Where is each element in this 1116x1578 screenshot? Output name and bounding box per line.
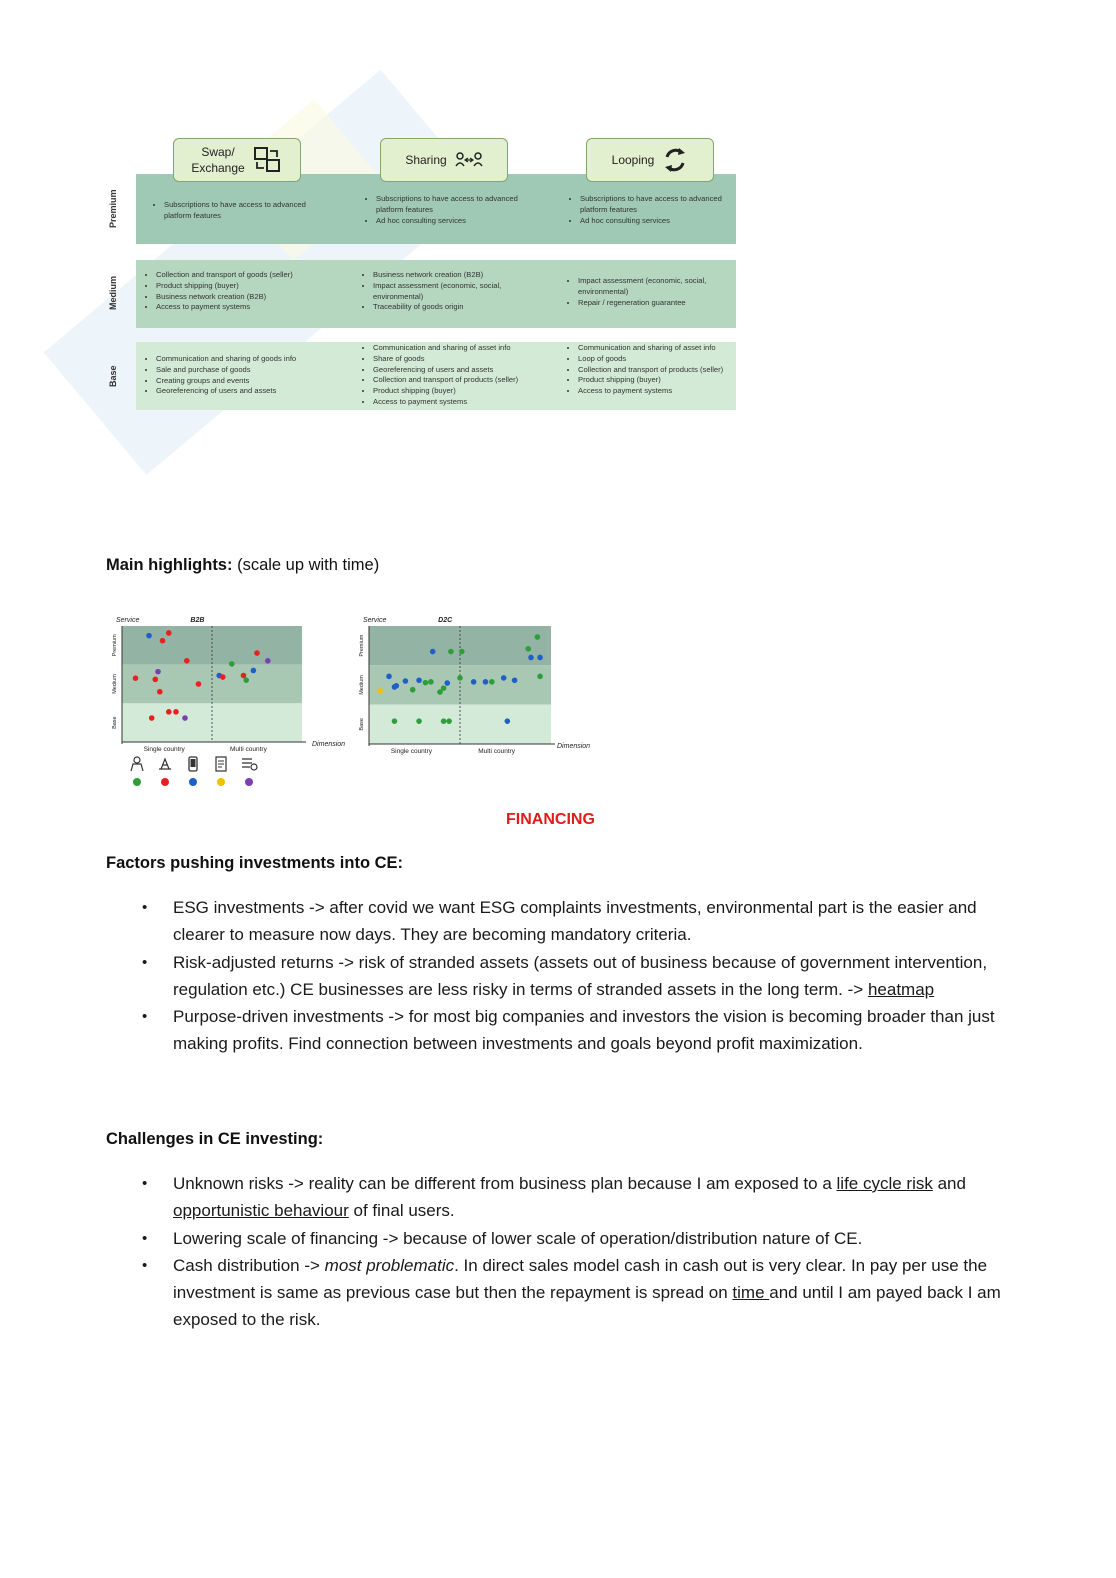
b2b-scatter-chart [108,604,358,754]
x-axis-title: Dimension [312,741,346,748]
cell-item: • Product shipping (buyer) [373,386,548,397]
header-sharing [380,138,508,182]
data-point [457,675,463,681]
item-text: and [932,1174,966,1193]
chart-title: D2C [438,617,453,624]
cell-item: • Product shipping (buyer) [578,375,738,386]
list-item [142,1003,1012,1058]
swap-icon [253,146,283,174]
list-item [142,894,1012,949]
data-point [512,677,518,683]
chart-title: B2B [190,617,205,624]
data-point [441,718,447,724]
cell-base-sharing [363,343,548,408]
x-tick-label: Single country [390,748,433,755]
data-point [157,689,163,695]
item-text: Lowering scale of financing -> because of lower scale of operation/distribution nature of CE. [173,1228,863,1248]
data-point [537,674,543,680]
legend-dot [133,778,141,786]
x-tick-label: Multi country [478,748,516,755]
data-point [265,658,271,664]
item-text: ESG investments -> after covid we want ESG complaints investments, environmental part is the easier and clearer to measure now days. They are becoming mandatory criteria. [173,898,977,945]
cell-item: • Communication and sharing of goods info [156,354,336,365]
highlights-label: Main highlights: [106,556,233,574]
looping-icon [662,147,688,173]
cell-item: • Communication and sharing of asset info [373,343,548,354]
data-point [149,715,155,721]
header-label: Swap/ [201,145,235,159]
data-point [428,679,434,685]
cell-item: • Loop of goods [578,354,738,365]
item-text: and until I am payed back I am exposed to the risk. [173,1283,1001,1330]
data-point [394,683,400,689]
legend-item [127,756,146,786]
x-tick-label: Single country [143,746,185,753]
cell-item: • Product shipping (buyer) [156,281,336,292]
data-point [430,649,436,655]
cell-item: • Collection and transport of goods (seller) [156,270,336,281]
data-point [423,680,429,686]
y-band-label: Premium [112,634,118,657]
data-point [535,634,541,640]
header-label: Sharing [405,153,447,167]
cell-medium-sharing [363,270,543,313]
cell-item: • Georeferencing of users and assets [156,386,336,397]
cell-item: • Business network creation (B2B) [156,292,336,303]
data-point [166,709,172,715]
data-point [505,718,511,724]
life-cycle-risk-link[interactable]: life cycle risk [836,1174,933,1193]
data-point [416,718,422,724]
heatmap-link[interactable]: heatmap [867,979,935,999]
cell-item: • Business network creation (B2B) [373,270,543,281]
data-point [220,674,226,680]
cell-premium-sharing [366,194,546,226]
data-point [153,677,159,683]
cell-item: • Access to payment systems [156,302,336,313]
item-text: Cash distribution -> [173,1255,325,1275]
y-band-label: Base [359,718,365,731]
time-link[interactable]: time [732,1283,770,1303]
data-point [184,658,190,664]
legend-dot [217,778,225,786]
header-label: Exchange [191,161,245,175]
factors-list [142,894,1012,1058]
item-emphasis: most problematic [324,1255,455,1275]
cell-item: • Repair / regeneration guarantee [578,298,733,309]
tier-label-premium: Premium [108,189,118,229]
y-band-label: Medium [112,674,118,694]
cell-item: • Subscriptions to have access to advanced platform features [376,194,546,216]
data-point [173,709,179,715]
cell-premium-looping [570,194,730,226]
data-point [483,679,489,685]
service-matrix [108,136,748,416]
data-point [386,674,392,680]
data-point [489,679,495,685]
data-point [392,718,398,724]
item-text: Risk-adjusted returns -> risk of stranded assets (assets out of business because of government intervention, regulation etc.) CE businesses are less risky in terms of stranded assets in the long term. -> [173,952,988,999]
tier-label-medium: Medium [108,276,118,311]
list-item [142,1252,1012,1334]
data-point [146,633,152,639]
cell-item: • Access to payment systems [578,386,738,397]
legend-dot [161,778,169,786]
item-text: of final users. [348,1201,455,1221]
sharing-icon [455,150,483,170]
cell-premium-swap [154,200,334,222]
data-point [525,646,531,652]
phone-icon [185,756,201,772]
item-text: Purpose-driven investments -> for most big companies and investors the vision is becoming broader than just making profits. Find connection between investments and goals beyond profit maximization. [173,1007,995,1054]
data-point [160,638,166,644]
list-item [142,949,1012,1004]
cell-item: • Subscriptions to have access to advanced platform features [580,194,730,216]
data-point [254,650,260,656]
data-point [501,675,507,681]
cell-item: • Communication and sharing of asset info [578,343,738,354]
header-label: Looping [611,153,655,167]
data-point [459,649,465,655]
cell-item: • Ad hoc consulting services [376,216,546,227]
cell-base-looping [568,343,738,397]
legend-dot [245,778,253,786]
data-point [243,677,249,683]
cell-item: • Traceability of goods origin [373,302,543,313]
data-point [196,681,202,687]
data-point [377,688,383,694]
data-point [441,685,447,691]
highlights-note: (scale up with time) [232,556,380,574]
item-text: Unknown risks -> reality can be different from business plan because I am exposed to a [173,1174,837,1193]
document-icon [213,756,229,772]
cell-item: • Sale and purchase of goods [156,365,336,376]
people-icon [129,756,145,772]
cell-item: • Collection and transport of products (seller) [373,375,548,386]
cell-item: • Georeferencing of users and assets [373,365,548,376]
x-axis-title: Dimension [557,743,591,750]
y-band-label: Base [112,716,118,729]
y-band-label: Medium [359,675,365,695]
data-point [537,655,543,661]
data-point [416,677,422,683]
cell-medium-looping [568,276,733,308]
cell-item: • Creating groups and events [156,376,336,387]
data-point [446,718,452,724]
x-tick-label: Multi country [230,746,267,753]
challenges-list [142,1170,1012,1334]
cell-item: • Ad hoc consulting services [580,216,730,227]
data-point [403,678,409,684]
data-point [166,630,172,636]
highlights-heading [106,556,379,575]
legend-item [211,756,230,786]
challenges-heading: Challenges in CE investing: [106,1130,324,1148]
legend-item [239,756,258,786]
cell-item: • Impact assessment (economic, social, environmental) [578,276,733,298]
chart-legend [127,756,258,786]
data-point [471,679,477,685]
header-swap-exchange [173,138,301,182]
data-point [229,661,235,667]
y-band-label: Premium [359,634,365,657]
data-point [528,655,534,661]
legend-item [183,756,202,786]
data-point [448,649,454,655]
list-item [142,1225,1012,1252]
legend-dot [189,778,197,786]
list-item [142,1170,1012,1225]
tier-label-base: Base [108,365,118,387]
transport-icon [157,756,173,772]
data-point [155,669,161,675]
data-point [444,680,450,686]
cell-item: • Share of goods [373,354,548,365]
opportunistic-behaviour-link[interactable]: opportunistic behaviour [173,1201,349,1221]
cell-item: • Subscriptions to have access to advanced platform features [164,200,334,222]
y-axis-title: Service [116,617,140,624]
data-point [410,687,416,693]
legend-item [155,756,174,786]
cell-item: • Impact assessment (economic, social, environmental) [373,281,543,303]
list-icon [240,756,258,772]
financing-title: FINANCING [506,811,595,828]
cell-base-swap [146,354,336,397]
header-looping [586,138,714,182]
data-point [182,715,188,721]
y-axis-title: Service [363,617,387,624]
d2c-scatter-chart [355,604,600,760]
data-point [251,668,257,674]
factors-heading: Factors pushing investments into CE: [106,854,404,872]
cell-item: • Collection and transport of products (seller) [578,365,738,376]
data-point [133,675,139,681]
cell-item: • Access to payment systems [373,397,548,408]
item-text: . In direct sales model cash in cash out is very clear. In pay per use the investment is same as previous case but then the repayment is spread on [173,1255,988,1303]
cell-medium-swap [146,270,336,313]
